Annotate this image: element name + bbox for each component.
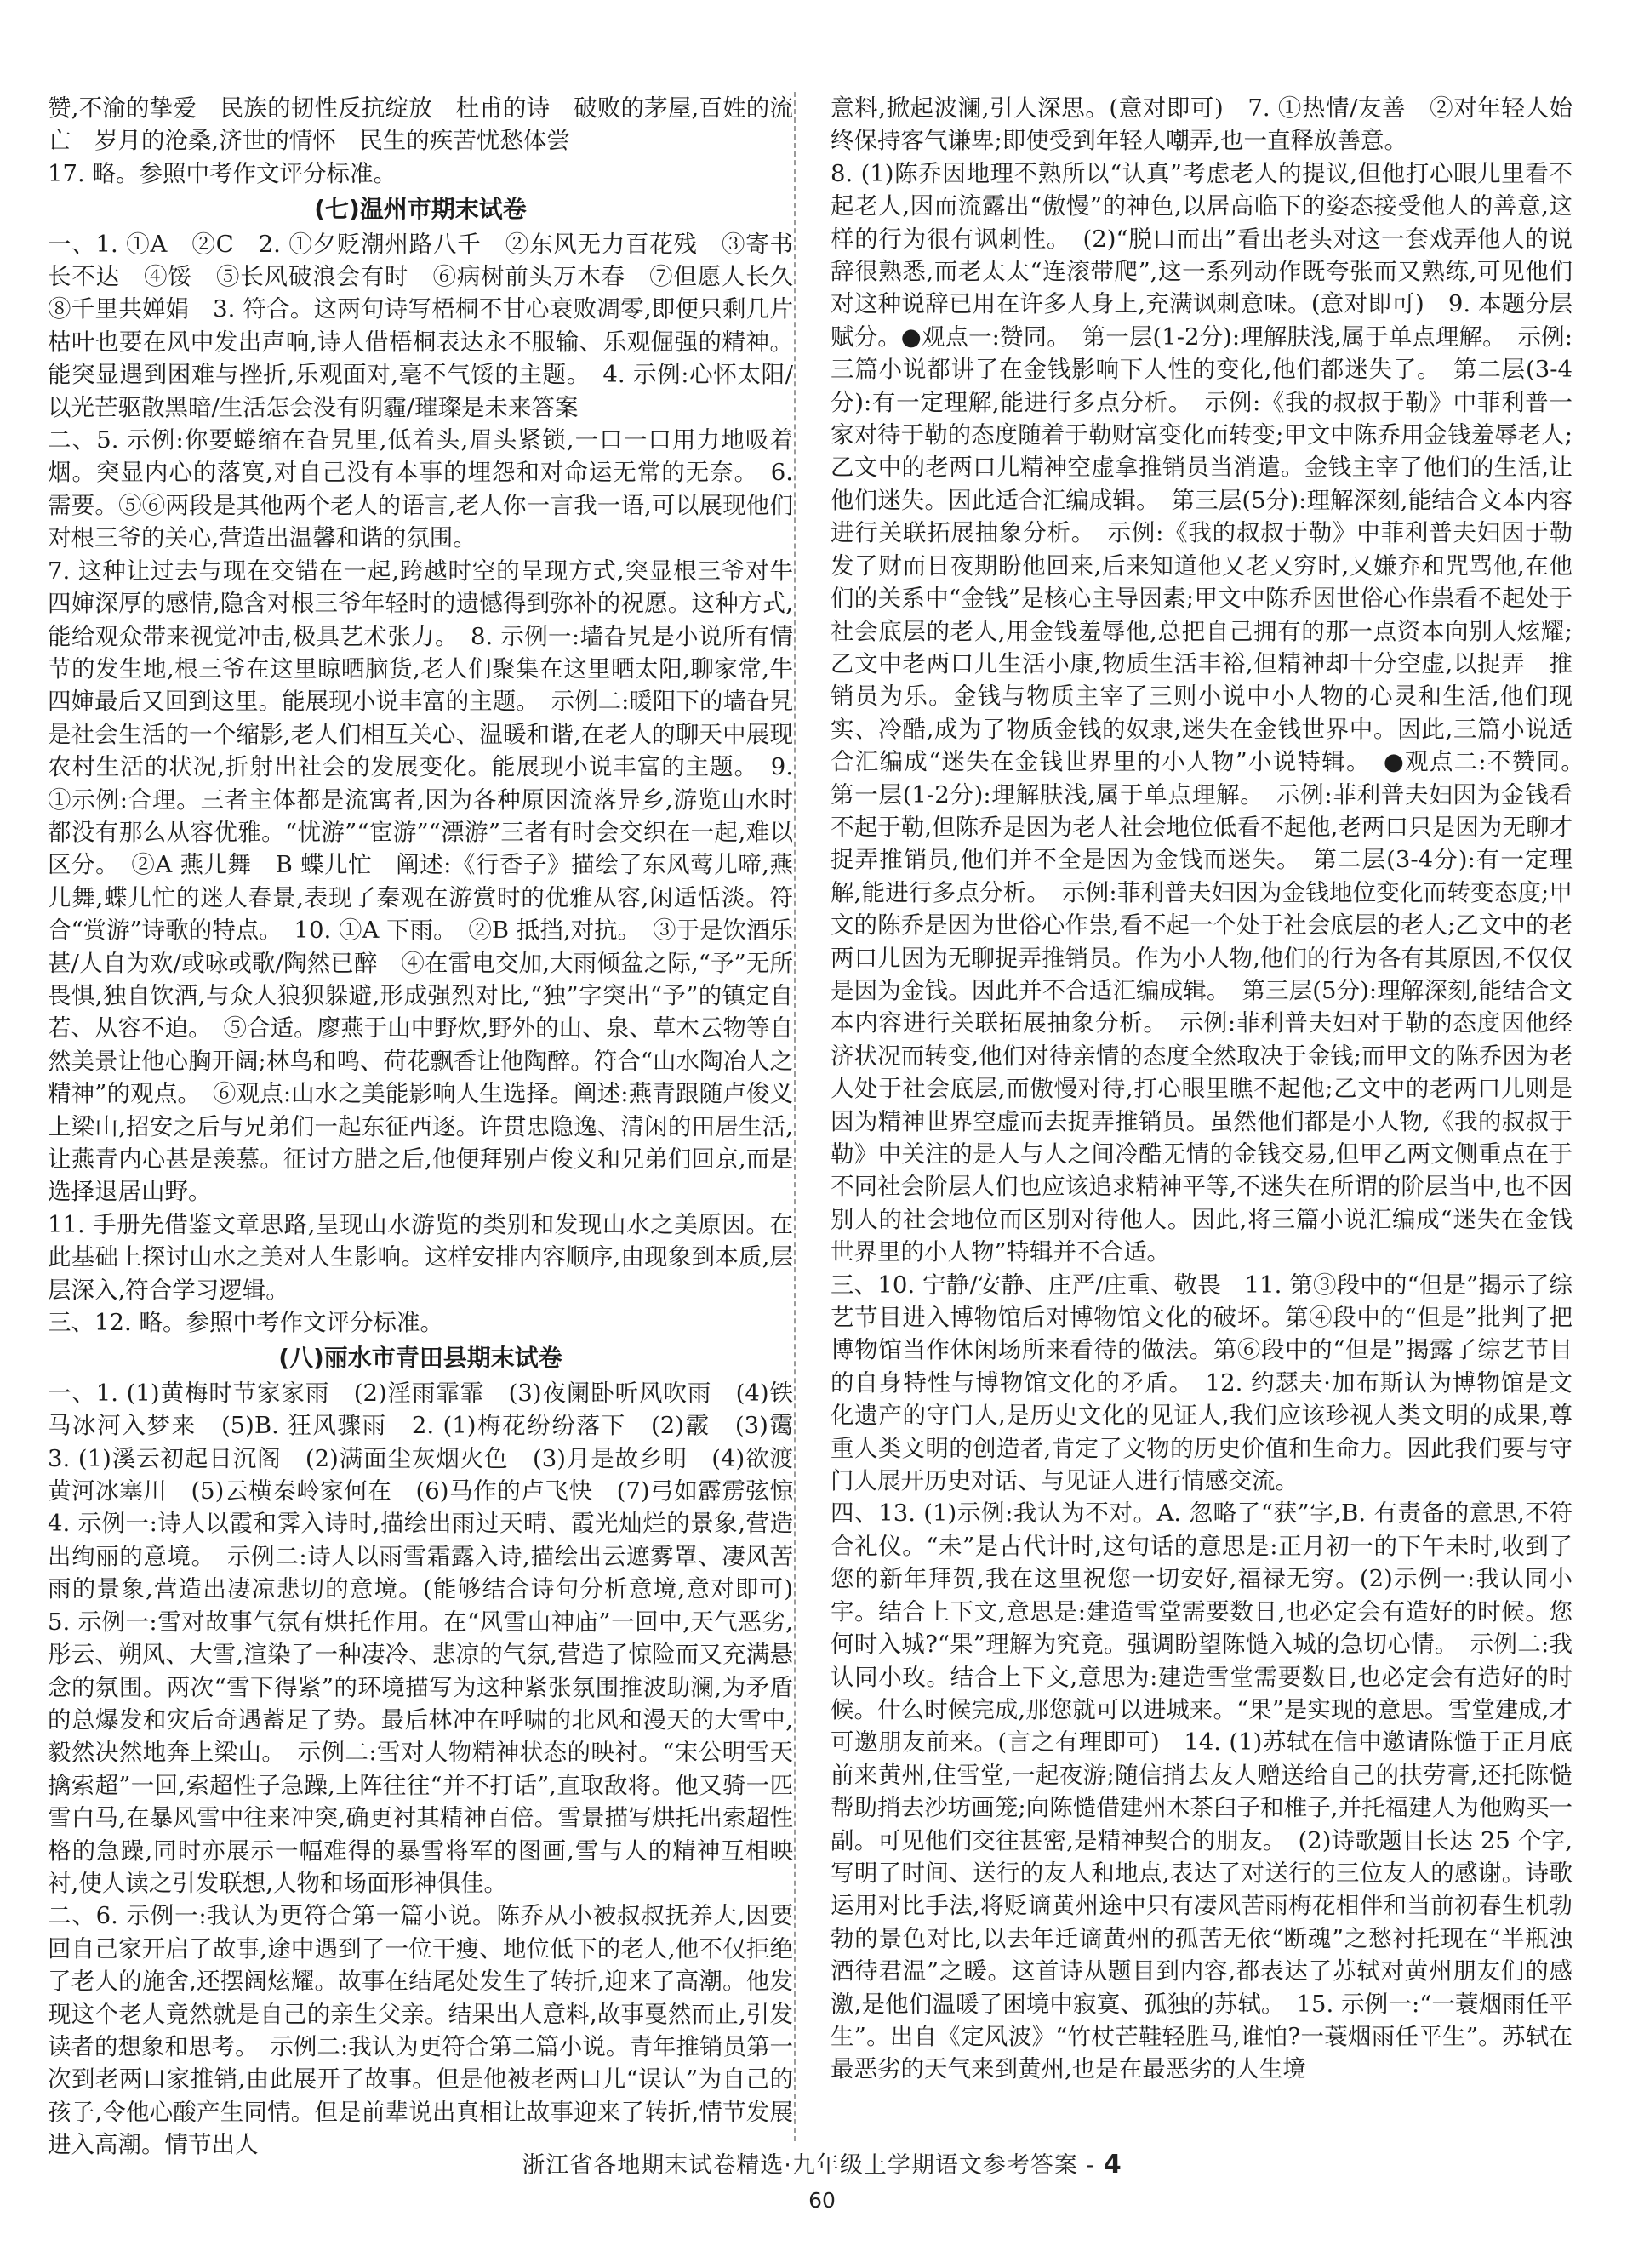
paragraph: 赞,不渝的挚爱 民族的韧性反抗绽放 杜甫的诗 破败的茅屋,百姓的流亡 岁月的沧桑,济世的情怀 民生的疾苦忧愁体尝 bbox=[48, 94, 793, 155]
left-column bbox=[48, 92, 817, 2162]
paragraph: 8. (1)陈乔因地理不熟所以“认真”考虑老人的提议,但他打心眼儿里看不起老人,因而流露出“傲慢”的神色,以居高临下的姿态接受他人的善意,这样的行为很有讽刺性。 (2)“脱口而出”看出老头对这一套戏弄他人的说辞很熟悉,而老太太“连滚带爬”,这一系列动作既夸张而又熟练,可见他们对这种说辞已用在许多人身上,充满讽刺意味。(意对即可) 9. 本题分层赋分。●观点一:赞同。 第一层(1-2分):理解肤浅,属于单点理解。 示例:三篇小说都讲了在金钱影响下人性的变化,他们都迷失了。 第二层(3-4分):有一定理解,能进行多点分析。 示例:《我的叔叔于勒》中菲利普一家对待于勒的态度随着于勒财富变化而转变;甲文中陈乔用金钱羞辱老人;乙文中的老两口儿精神空虚拿推销员当消遣。金钱主宰了他们的生活,让他们迷失。因此适合汇编成辑。 第三层(5分):理解深刻,能结合文本内容进行关联拓展抽象分析。 示例:《我的叔叔于勒》中菲利普夫妇因于勒发了财而日夜期盼他回来,后来知道他又老又穷时,又嫌弃和咒骂他,在他们的关系中“金钱”是核心主导因素;甲文中陈乔因世俗心作祟看不起处于社会底层的老人,用金钱羞辱他,总把自己拥有的那一点资本向别人炫耀;乙文中老两口儿生活小康,物质生活丰裕,但精神却十分空虚,以捉弄 推销员为乐。金钱与物质主宰了三则小说中小人物的心灵和生活,他们现实、冷酷,成为了物质金钱的奴隶,迷失在金钱世界中。因此,三篇小说适合汇编成“迷失在金钱世界里的小人物”小说特辑。 ●观点二:不赞同。 第一层(1-2分):理解肤浅,属于单点理解。 示例:菲利普夫妇因为金钱看不起于勒,但陈乔是因为老人社会地位低看不起他,老两口只是因为无聊才捉弄推销员,他们并不全是因为金钱而迷失。 第二层(3-4分):有一定理解,能进行多点分析。 示例:菲利普夫妇因为金钱地位变化而转变态度;甲文的陈乔是因为世俗心作祟,看不起一个处于社会底层的老人;乙文中的老两口儿因为无聊捉弄推销员。作为小人物,他们的行为各有其原因,不仅仅是因为金钱。因此并不合适汇编成辑。 第三层(5分):理解深刻,能结合文本内容进行关联拓展抽象分析。 示例:菲利普夫妇对于勒的态度因他经济状况而转变,他们对待亲情的态度全然取决于金钱;而甲文的陈乔因为老人处于社会底层,而傲慢对待,打心眼里瞧不起他;乙文中的老两口儿则是因为精神世界空虚而去捉弄推销员。虽然他们都是小人物,《我的叔叔于勒》中关注的是人与人之间冷酷无情的金钱交易,但甲乙两文侧重点在于不同社会阶层人们也应该追求精神平等,不迷失在所谓的阶层当中,也不因别人的社会地位而区别对待他人。因此,将三篇小说汇编成“迷失在金钱世界里的小人物”特辑并不合适。 bbox=[831, 159, 1596, 1266]
page-number: 60 bbox=[808, 2188, 836, 2213]
footer-title bbox=[0, 2146, 1644, 2179]
page-footer bbox=[0, 2146, 1644, 2213]
paragraph: 意料,掀起波澜,引人深思。(意对即可) 7. ①热情/友善 ②对年轻人始终保持客气谦卑;即使受到年轻人嘲弄,也一直释放善意。 bbox=[831, 94, 1573, 155]
section-heading-lishui: (八)丽水市青田县期末试卷 bbox=[278, 1344, 562, 1373]
paragraph: 二、6. 示例一:我认为更符合第一篇小说。陈乔从小被叔叔抚养大,因要回自己家开启了故事,途中遇到了一位干瘦、地位低下的老人,他不仅拒绝了老人的施舍,还摆阔炫耀。故事在结尾处发生了转折,迎来了高潮。他发现这个老人竟然就是自己的亲生父亲。结果出人意料,故事戛然而止,引发读者的想象和思考。 示例二:我认为更符合第二篇小说。青年推销员第一次到老两口家推销,由此展开了故事。但是他被老两口儿“误认”为自己的孩子,令他心酸产生同情。但是前辈说出真相让故事迎来了转折,情节发展进入高潮。情节出人 bbox=[48, 1902, 793, 2159]
paragraph: 二、5. 示例:你要蜷缩在旮旯里,低着头,眉头紧锁,一口一口用力地吸着烟。突显内心的落寞,对自己没有本事的埋怨和对命运无常的无奈。 6. 需要。⑤⑥两段是其他两个老人的语言,老人你一言我一语,可以展现他们对根三爷的关心,营造出温馨和谐的氛围。 bbox=[48, 426, 793, 552]
section-heading-wenzhou: (七)温州市期末试卷 bbox=[314, 195, 527, 224]
footer-section-number: 4 bbox=[1103, 2150, 1122, 2179]
paragraph: 三、10. 宁静/安静、庄严/庄重、敬畏 11. 第③段中的“但是”揭示了综艺节目进入博物馆后对博物馆文化的破坏。第④段中的“但是”批判了把博物馆当作休闲场所来看待的做法。第⑥段中的“但是”揭露了综艺节目的自身特性与博物馆文化的矛盾。 12. 约瑟夫·加布斯认为博物馆是文化遗产的守门人,是历史文化的见证人,我们应该珍视人类文明的成果,尊重人类文明的创造者,肯定了文物的历史价值和生命力。因此我们要与守门人展开历史对话、与见证人进行情感交流。 bbox=[831, 1271, 1573, 1495]
paragraph: 11. 手册先借鉴文章思路,呈现山水游览的类别和发现山水之美原因。在此基础上探讨山水之美对人生影响。这样安排内容顺序,由现象到本质,层层深入,符合学习逻辑。 bbox=[48, 1210, 793, 1304]
right-column bbox=[831, 92, 1596, 2086]
column-divider bbox=[794, 92, 796, 2141]
paragraph: 四、13. (1)示例:我认为不对。A. 忽略了“获”字,B. 有责备的意思,不符合礼仪。“未”是古代计时,这句话的意思是:正月初一的下午未时,收到了您的新年拜贺,我在这里祝您一切安好,福禄无穷。(2)示例一:我认同小宇。结合上下文,意思是:建造雪堂需要数日,也必定会有造好的时候。您何时入城?“果”理解为究竟。强调盼望陈慥入城的急切心情。 示例二:我认同小玫。结合上下文,意思为:建造雪堂需要数日,也必定会有造好的时候。什么时候完成,那您就可以进城来。“果”是实现的意思。雪堂建成,才可邀朋友前来。(言之有理即可) 14. (1)苏轼在信中邀请陈慥于正月底前来黄州,住雪堂,一起夜游;随信捎去友人赠送给自己的扶劳膏,还托陈慥帮助捎去沙坊画笼;向陈慥借建州木茶臼子和椎子,并托福建人为他购买一副。可见他们交往甚密,是精神契合的朋友。 (2)诗歌题目长达 25 个字,写明了时间、送行的友人和地点,表达了对送行的三位友人的感谢。诗歌运用对比手法,将贬谪黄州途中只有凄风苦雨梅花相伴和当前初春生机勃勃的景色对比,以去年迁谪黄州的孤苦无依“断魂”之愁衬托现在“半瓶浊酒待君温”之暖。这首诗从题目到内容,都表达了苏轼对黄州朋友们的感激,是他们温暖了困境中寂寞、孤独的苏轼。 15. 示例一:“一蓑烟雨任平生”。出自《定风波》“竹杖芒鞋轻胜马,谁怕?一蓑烟雨任平生”。苏轼在最恶劣的天气来到黄州,也是在最恶劣的人生境 bbox=[831, 1500, 1573, 2083]
paragraph: 7. 这种让过去与现在交错在一起,跨越时空的呈现方式,突显根三爷对牛四婶深厚的感情,隐含对根三爷年轻时的遗憾得到弥补的祝愿。这种方式,能给观众带来视觉冲击,极具艺术张力。 8. 示例一:墙旮旯是小说所有情节的发生地,根三爷在这里晾晒脑货,老人们聚集在这里晒太阳,聊家常,牛四婶最后又回到这里。能展现小说丰富的主题。 示例二:暖阳下的墙旮旯是社会生活的一个缩影,老人们相互关心、温暖和谐,在老人的聊天中展现农村生活的状况,折射出社会的发展变化。能展现小说丰富的主题。 9. ①示例:合理。三者主体都是流寓者,因为各种原因流落异乡,游览山水时都没有那么从容优雅。“忧游”“宦游”“漂游”三者有时会交织在一起,难以区分。 ②A 燕儿舞 B 蝶儿忙 阐述:《行香子》描绘了东风莺儿啼,燕儿舞,蝶儿忙的迷人春景,表现了秦观在游赏时的优雅从容,闲适恬淡。符合“赏游”诗歌的特点。 10. ①A 下雨。 ②B 抵挡,对抗。 ③于是饮酒乐甚/人自为欢/或咏或歌/陶然已醉 ④在雷电交加,大雨倾盆之际,“予”无所畏惧,独自饮酒,与众人狼狈躲避,形成强烈对比,“独”字突出“予”的镇定自若、从容不迫。 ⑤合适。廖燕于山中野炊,野外的山、泉、草木云物等自然美景让他心胸开阔;林鸟和鸣、荷花飘香让他陶醉。符合“山水陶冶人之精神”的观点。 ⑥观点:山水之美能影响人生选择。阐述:燕青跟随卢俊义上梁山,招安之后与兄弟们一起东征西逐。许贯忠隐逸、清闲的田居生活,让燕青内心甚是羡慕。征讨方腊之后,他便拜别卢俊义和兄弟们回京,而是选择退居山野。 bbox=[48, 557, 793, 1206]
paragraph: 17. 略。参照中考作文评分标准。 bbox=[48, 159, 397, 187]
paragraph: 一、1. (1)黄梅时节家家雨 (2)淫雨霏霏 (3)夜阑卧听风吹雨 (4)铁马冰河入梦来 (5)B. 狂风骤雨 2. (1)梅花纷纷落下 (2)霰 (3)霭 3. (1)溪云初起日沉阁 (2)满面尘灰烟火色 (3)月是故乡明 (4)欲渡黄河冰塞川 (5)云横秦岭家何在 (6)马作的卢飞快 (7)弓如霹雳弦惊 4. 示例一:诗人以霞和霁入诗时,描绘出雨过天晴、霞光灿烂的景象,营造出绚丽的意境。 示例二:诗人以雨雪霜露入诗,描绘出云遮雾罩、凄风苦雨的景象,营造出凄凉悲切的意境。(能够结合诗句分析意境,意对即可) 5. 示例一:雪对故事气氛有烘托作用。在“风雪山神庙”一回中,天气恶劣,彤云、朔风、大雪,渲染了一种凄冷、悲凉的气氛,营造了惊险而又充满悬念的氛围。两次“雪下得紧”的环境描写为这种紧张氛围推波助澜,为矛盾的总爆发和灾后奇遇蓄足了势。最后林冲在呼啸的北风和漫天的大雪中,毅然决然地奔上梁山。 示例二:雪对人物精神状态的映衬。“宋公明雪天擒索超”一回,索超性子急躁,上阵往往“并不打话”,直取敌将。他又骑一匹雪白马,在暴风雪中往来冲突,确更衬其精神百倍。雪景描写烘托出索超性格的急躁,同时亦展示一幅难得的暴雪将军的图画,雪与人的精神互相映衬,使人读之引发联想,人物和场面形神俱佳。 bbox=[48, 1379, 817, 1897]
footer-title-text: 浙江省各地期末试卷精选·九年级上学期语文参考答案 - bbox=[522, 2152, 1104, 2179]
paragraph: 三、12. 略。参照中考作文评分标准。 bbox=[48, 1309, 443, 1337]
paragraph: 一、1. ①A ②C 2. ①夕贬潮州路八千 ②东风无力百花残 ③寄书长不达 ④馁 ⑤长风破浪会有时 ⑥病树前头万木春 ⑦但愿人长久 ⑧千里共婵娟 3. 符合。这两句诗写梧桐不甘心衰败凋零,即便只剩几片枯叶也要在风中发出声响,诗人借梧桐表达永不服输、乐观倔强的精神。能突显遇到困难与挫折,乐观面对,毫不气馁的主题。 4. 示例:心怀太阳/以光芒驱散黑暗/生活怎会没有阴霾/璀璨是未来答案 bbox=[48, 230, 817, 421]
